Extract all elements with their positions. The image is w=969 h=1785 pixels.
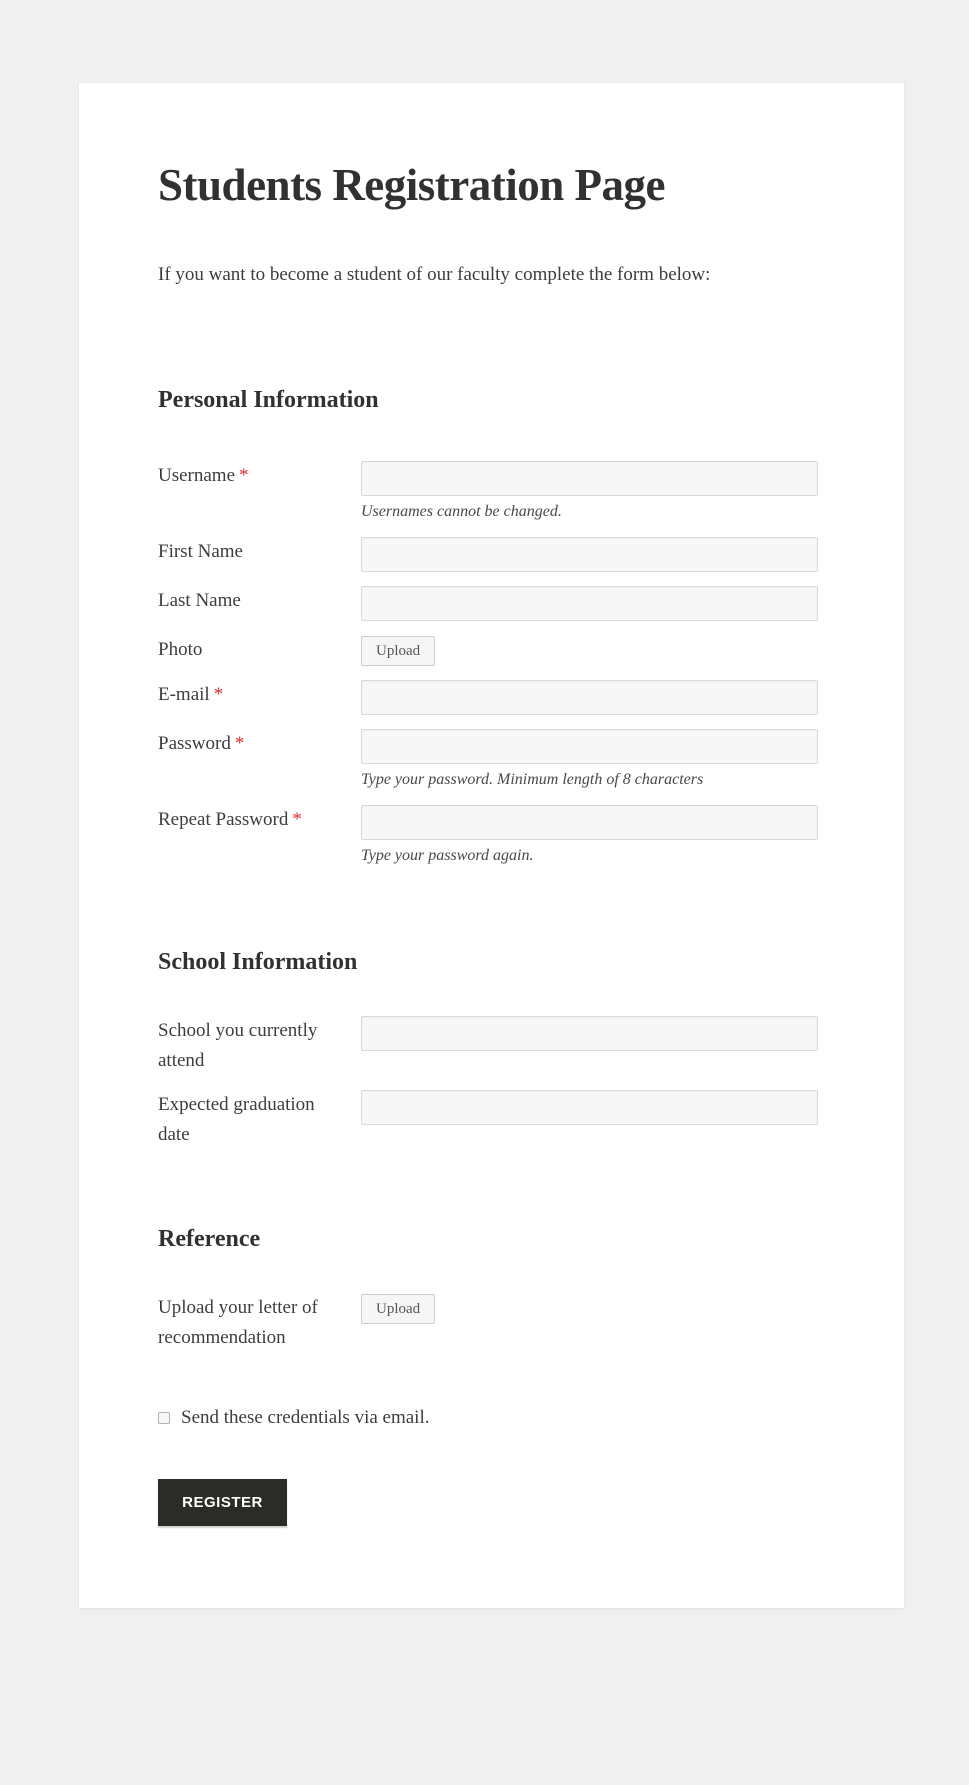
repeat-password-helper-text: Type your password again. [361, 847, 534, 864]
last-name-label [158, 586, 361, 621]
send-credentials-checkbox[interactable] [158, 1412, 170, 1424]
current-school-label-text: School you currently attend [158, 1020, 318, 1071]
photo-label [158, 635, 361, 666]
graduation-date-field-area [361, 1090, 818, 1150]
password-input[interactable] [361, 729, 818, 764]
form-row-password [158, 729, 825, 791]
recommendation-letter-label [158, 1293, 361, 1353]
last-name-label-text: Last Name [158, 590, 241, 611]
current-school-field-area [361, 1016, 818, 1076]
required-asterisk: * [234, 733, 245, 754]
password-field-area [361, 729, 818, 791]
current-school-label [158, 1016, 361, 1076]
section-reference [158, 1224, 825, 1353]
form-row-first-name [158, 537, 825, 572]
graduation-date-input[interactable] [361, 1090, 818, 1125]
school-information-rows [158, 1016, 825, 1150]
form-row-graduation-date [158, 1090, 825, 1150]
username-label-text: Username [158, 465, 236, 486]
form-row-current-school [158, 1016, 825, 1076]
form-row-photo [158, 635, 825, 666]
section-school-information [158, 947, 825, 1150]
last-name-field-area [361, 586, 818, 621]
form-row-username [158, 461, 825, 523]
email-field-area [361, 680, 818, 715]
username-input[interactable] [361, 461, 818, 496]
recommendation-letter-field-area [361, 1293, 818, 1353]
recommendation-letter-upload-button[interactable]: Upload [361, 1294, 435, 1324]
form-row-last-name [158, 586, 825, 621]
reference-heading: Reference [158, 1226, 261, 1252]
recommendation-letter-label-text: Upload your letter of recommendation [158, 1297, 318, 1348]
section-personal-information [158, 385, 825, 867]
password-label [158, 729, 361, 791]
reference-rows [158, 1293, 825, 1353]
repeat-password-label-text: Repeat Password [158, 809, 289, 830]
photo-field-area [361, 635, 818, 666]
send-credentials-row [158, 1403, 825, 1432]
photo-label-text: Photo [158, 639, 203, 660]
required-asterisk: * [292, 809, 302, 830]
registration-panel [79, 83, 904, 1608]
required-asterisk: * [239, 465, 249, 486]
required-asterisk: * [213, 684, 224, 705]
graduation-date-label-text: Expected graduation date [158, 1094, 315, 1145]
photo-upload-button[interactable]: Upload [361, 636, 435, 666]
send-credentials-label: Send these credentials via email. [181, 1407, 430, 1428]
username-field-area [361, 461, 818, 523]
first-name-label [158, 537, 361, 572]
form-row-repeat-password [158, 805, 825, 867]
register-button[interactable]: REGISTER [158, 1479, 287, 1526]
username-helper-text: Usernames cannot be changed. [361, 503, 562, 520]
repeat-password-input[interactable] [361, 805, 818, 840]
form-row-recommendation-letter [158, 1293, 825, 1353]
school-information-heading: School Information [158, 949, 358, 975]
form-row-email [158, 680, 825, 715]
repeat-password-field-area [361, 805, 818, 867]
username-label [158, 461, 361, 523]
password-label-text: Password [158, 733, 231, 754]
personal-information-rows [158, 461, 825, 867]
email-label [158, 680, 361, 715]
email-input[interactable] [361, 680, 818, 715]
first-name-label-text: First Name [158, 541, 243, 562]
graduation-date-label [158, 1090, 361, 1150]
email-label-text: E-mail [158, 684, 210, 705]
page-title: Students Registration Page [158, 160, 665, 210]
current-school-input[interactable] [361, 1016, 818, 1051]
password-helper-text: Type your password. Minimum length of 8 characters [361, 771, 704, 788]
personal-information-heading: Personal Information [158, 387, 379, 413]
first-name-field-area [361, 537, 818, 572]
first-name-input[interactable] [361, 537, 818, 572]
last-name-input[interactable] [361, 586, 818, 621]
intro-text: If you want to become a student of our faculty complete the form below: [158, 264, 711, 285]
repeat-password-label [158, 805, 361, 867]
